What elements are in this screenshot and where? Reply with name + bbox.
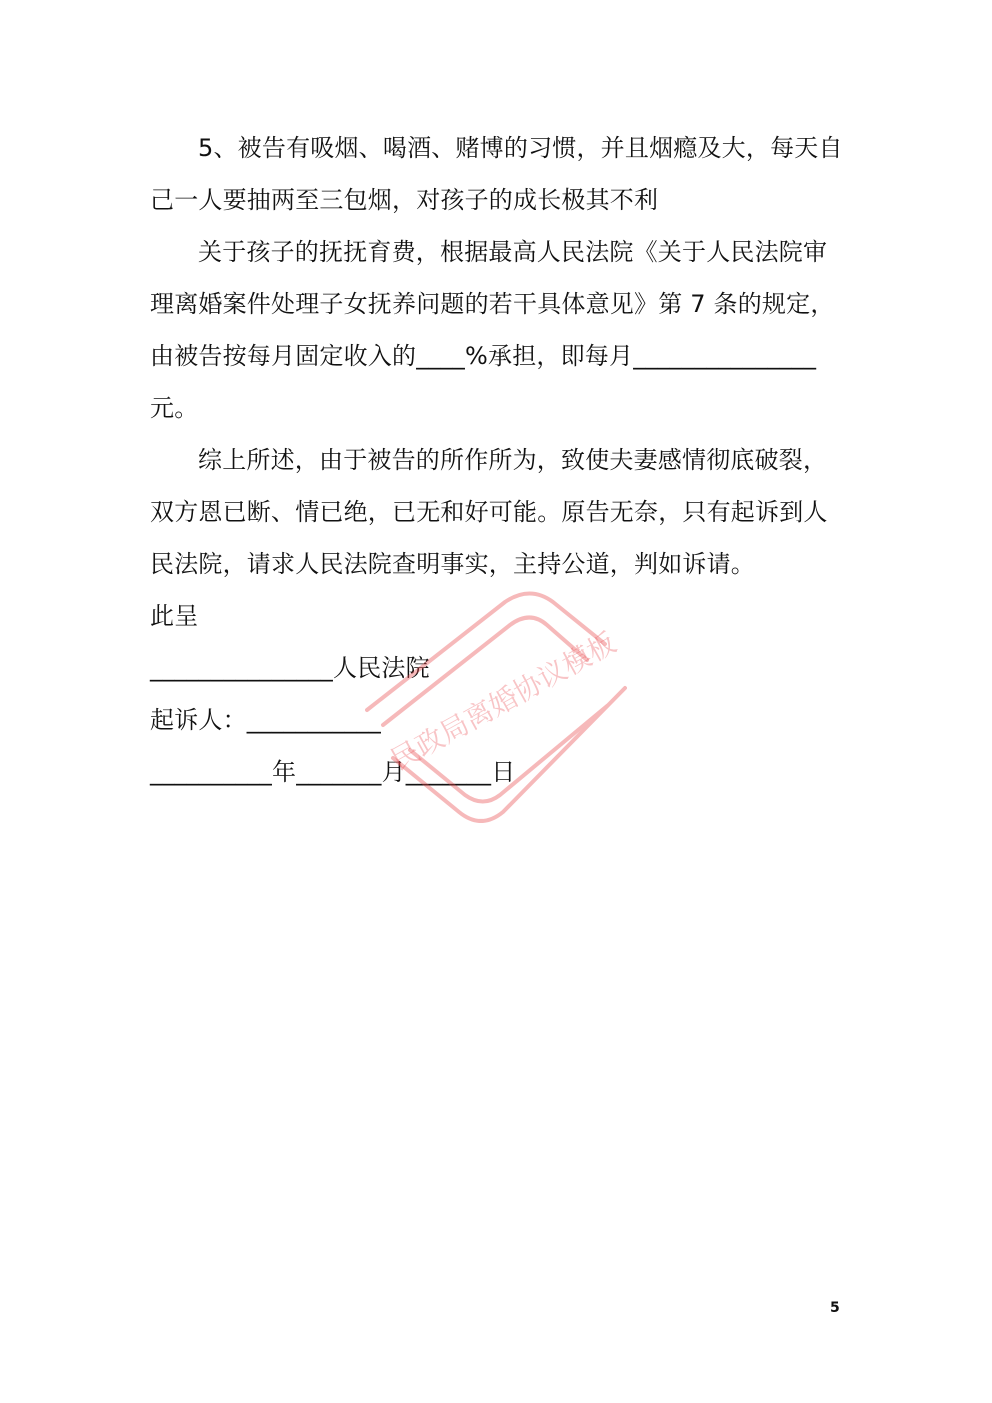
court-line: _______________人民法院 (150, 654, 430, 682)
watermark-stamp (355, 560, 655, 840)
plaintiff-line: 起诉人：___________ (150, 706, 381, 734)
paragraph-conclusion: 综上所述，由于被告的所作所为，致使夫妻感情彻底破裂，双方恩已断、情已绝，已无和好可能。原告无奈，只有起诉到人民法院，请求人民法院查明事实，主持公道，判如诉请。 (150, 446, 828, 578)
closing-text: 此呈 (150, 602, 199, 630)
stamp-text: 民政局离婚协议模板 (385, 626, 622, 777)
paragraph-child-support: 关于孩子的抚抚育费，根据最高人民法院《关于人民法院审理离婚案件处理子女抚养问题的若干具体意见》第 7 条的规定，由被告按每月固定收入的____%承担，即每月_______________元。 (150, 238, 835, 422)
paragraph-item-5: 5、被告有吸烟、喝酒、赌博的习惯，并且烟瘾及大，每天自己一人要抽两至三包烟，对孩子的成长极其不利 (150, 134, 843, 214)
page-number: 5 (830, 1300, 840, 1316)
date-line: __________年_______月_______日 (150, 758, 516, 786)
